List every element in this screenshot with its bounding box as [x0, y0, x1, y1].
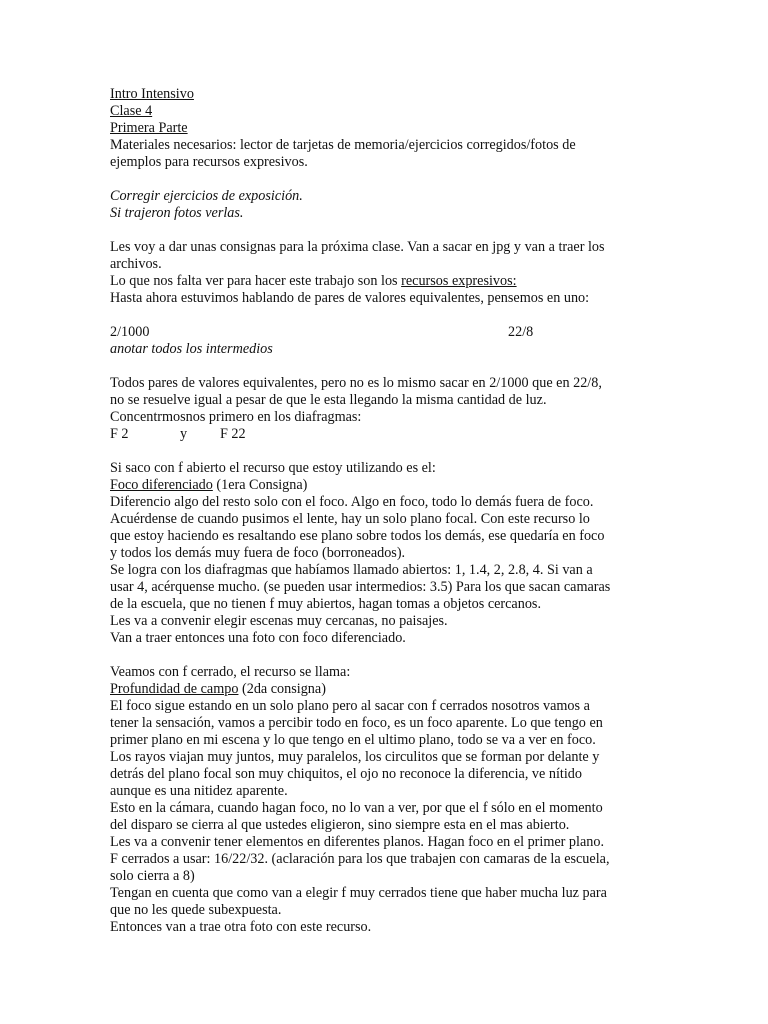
foco-title: Foco diferenciado	[110, 477, 213, 493]
spacer	[110, 307, 630, 324]
intermediates-note: anotar todos los intermedios	[110, 341, 273, 357]
foco-line: de la escuela, que no tienen f muy abiertos, hagan tomas a objetos cercanos.	[110, 596, 541, 612]
profundidad-intro: Veamos con f cerrado, el recurso se llama:	[110, 664, 351, 680]
profundidad-line: Esto en la cámara, cuando hagan foco, no lo van a ver, por que el f sólo en el momento	[110, 800, 603, 816]
foco-line: usar 4, acérquense mucho. (se pueden usar intermedios: 3.5) Para los que sacan camaras	[110, 579, 611, 595]
review-photos-line: Si trajeron fotos verlas.	[110, 205, 244, 221]
foco-consigna: (1era Consigna)	[212, 477, 308, 493]
foco-line: Se logra con los diafragmas que habíamos llamado abiertos: 1, 1.4, 2, 2.8, 4. Si van a	[110, 562, 593, 578]
materials-line-1: Materiales necesarios: lector de tarjetas de memoria/ejercicios corregidos/fotos de	[110, 137, 576, 153]
consignas-line-4: Hasta ahora estuvimos hablando de pares de valores equivalentes, pensemos en uno:	[110, 290, 590, 306]
pair-left-value: 2/1000	[110, 324, 150, 340]
profundidad-line: tener la sensación, vamos a percibir todo en foco, es un foco aparente. Lo que tengo en	[110, 715, 603, 731]
class-number: Clase 4	[110, 103, 153, 119]
profundidad-line: solo cierra a 8)	[110, 868, 195, 884]
profundidad-line: detrás del plano focal son muy chiquitos, el ojo no reconoce la diferencia, ve nítido	[110, 766, 582, 782]
fstop-closed: F 22	[220, 426, 246, 442]
profundidad-line: primer plano en mi escena y lo que tengo en el ultimo plano, todo se va a ver en foco.	[110, 732, 596, 748]
foco-line: Les va a convenir elegir escenas muy cercanas, no paisajes.	[110, 613, 448, 629]
foco-line: Van a traer entonces una foto con foco diferenciado.	[110, 630, 406, 646]
profundidad-line: Los rayos viajan muy juntos, muy paralelos, los circulitos que se forman por delante y	[110, 749, 600, 765]
spacer	[110, 171, 630, 188]
consignas-line-1: Les voy a dar unas consignas para la próxima clase. Van a sacar en jpg y van a traer los	[110, 239, 605, 255]
foco-line: Acuérdense de cuando pusimos el lente, hay un solo plano focal. Con este recurso lo	[110, 511, 590, 527]
pair-right-value: 22/8	[508, 324, 534, 340]
profundidad-line: Entonces van a trae otra foto con este recurso.	[110, 919, 372, 935]
equivalent-pair-row	[110, 324, 630, 341]
profundidad-line: F cerrados a usar: 16/22/32. (aclaración para los que trabajen con camaras de la escuela,	[110, 851, 610, 867]
profundidad-line: aunque es una nitidez aparente.	[110, 783, 288, 799]
fstop-open: F 2	[110, 426, 129, 442]
profundidad-line: que no les quede subexpuesta.	[110, 902, 282, 918]
foco-line: que estoy haciendo es resaltando ese plano sobre todos los demás, ese quedaría en foco	[110, 528, 605, 544]
foco-line: Diferencio algo del resto solo con el foco. Algo en foco, todo lo demás fuera de foco.	[110, 494, 594, 510]
todos-line-1: Todos pares de valores equivalentes, pero no es lo mismo sacar en 2/1000 que en 22/8,	[110, 375, 602, 391]
foco-line: y todos los demás muy fuera de foco (borroneados).	[110, 545, 406, 561]
section-title: Primera Parte	[110, 120, 188, 136]
recursos-expresivos-link: recursos expresivos:	[401, 273, 517, 289]
foco-intro: Si saco con f abierto el recurso que estoy utilizando es el:	[110, 460, 436, 476]
profundidad-title: Profundidad de campo	[110, 681, 239, 697]
spacer	[110, 358, 630, 375]
fstops-row	[110, 426, 630, 443]
profundidad-consigna: (2da consigna)	[238, 681, 326, 697]
profundidad-line: El foco sigue estando en un solo plano pero al sacar con f cerrados nosotros vamos a	[110, 698, 590, 714]
foco-heading	[110, 477, 630, 494]
materials-line-2: ejemplos para recursos expresivos.	[110, 154, 308, 170]
consignas-line-3-text: Lo que nos falta ver para hacer este trabajo son los	[110, 273, 402, 289]
fstop-conjunction: y	[180, 426, 188, 442]
todos-line-3: Concentrmosnos primero en los diafragmas:	[110, 409, 362, 425]
todos-line-2: no se resuelve igual a pesar de que le esta llegando la misma cantidad de luz.	[110, 392, 547, 408]
spacer	[110, 647, 630, 664]
consignas-line-2: archivos.	[110, 256, 162, 272]
spacer	[110, 222, 630, 239]
consignas-line-3	[110, 273, 630, 290]
spacer	[110, 443, 630, 460]
profundidad-line: del disparo se cierra al que ustedes eligieron, sino siempre esta en el mas abierto.	[110, 817, 570, 833]
correct-exercises-line: Corregir ejercicios de exposición.	[110, 188, 303, 204]
course-title: Intro Intensivo	[110, 86, 194, 102]
profundidad-heading	[110, 681, 630, 698]
document-page	[110, 86, 630, 936]
profundidad-line: Tengan en cuenta que como van a elegir f muy cerrados tiene que haber mucha luz para	[110, 885, 607, 901]
profundidad-line: Les va a convenir tener elementos en diferentes planos. Hagan foco en el primer plano.	[110, 834, 604, 850]
